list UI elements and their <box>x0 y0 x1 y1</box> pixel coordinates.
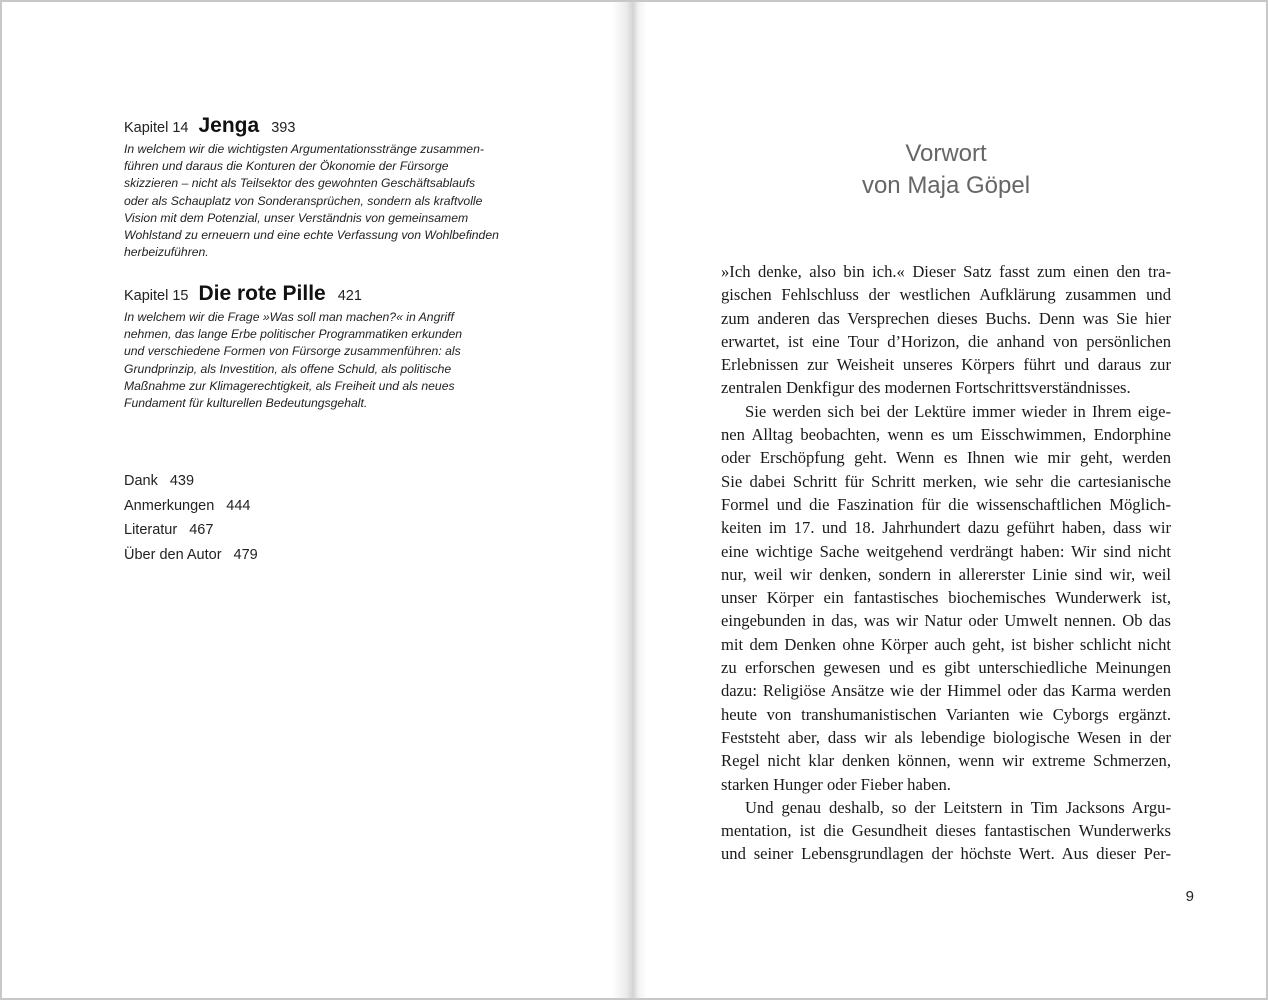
text-line: Formel und die Faszination für die wissenschaftlichen Möglich- <box>721 494 1171 514</box>
chapter-heading <box>124 114 564 138</box>
text-line: mentation, ist die Gesundheit dieses fantastischen Wunderwerks <box>721 821 1171 841</box>
description-line: herbeizuführen. <box>124 245 209 260</box>
text-line: und seiner Lebensgrundlagen der höchste Wert. Aus dieser Per- <box>721 844 1171 864</box>
text-line: dazu: Religiöse Ansätze wie der Himmel oder das Karma werden <box>721 681 1171 701</box>
text-line: Feststeht aber, dass wir als lebendige biologische Wesen in der <box>721 727 1171 747</box>
entry-label: Anmerkungen <box>124 497 215 514</box>
chapter-label: Kapitel 15 <box>124 288 189 304</box>
text-line: Und genau deshalb, so der Leitstern in Tim Jacksons Argu- <box>745 797 1171 817</box>
chapter-page-number: 421 <box>337 288 362 304</box>
description-line: Fundament für kulturellen Bedeutungsgehalt. <box>124 396 368 411</box>
entry-label: Über den Autor <box>124 547 222 564</box>
description-line: Maßnahme zur Klimagerechtigkeit, als Freiheit und als neues <box>124 378 455 393</box>
text-line: oder Erschöpfung geht. Wenn es Ihnen wie mir geht, werden <box>721 448 1171 468</box>
description-line: nehmen, das lange Erbe politischer Programmatiken erkunden <box>124 327 463 342</box>
text-line: Sie dabei Schritt für Schritt merken, wie sehr die cartesianische <box>721 471 1171 491</box>
chapter-heading <box>124 282 564 306</box>
text-line: Regel nicht klar denken können, wenn wir extreme Schmerzen, <box>721 751 1171 771</box>
chapter-description <box>124 309 564 412</box>
title-line: Vorwort <box>905 140 987 167</box>
text-line: gischen Fehlschluss der westlichen Aufklärung zusammen und <box>721 285 1171 305</box>
entry-page-number: 439 <box>169 473 195 489</box>
chapter-label: Kapitel 14 <box>124 120 189 136</box>
text-line: zu erforschen gewesen und es gibt unterschiedliche Meinungen <box>721 658 1171 678</box>
book-gutter-shadow <box>612 2 646 998</box>
text-line: zentralen Denkfigur des modernen Fortschrittsverständnisses. <box>721 378 1131 398</box>
back-matter-list <box>124 469 424 568</box>
left-page <box>2 2 632 998</box>
right-page <box>646 2 1266 998</box>
toc-entry-anmerkungen <box>124 494 424 519</box>
text-line: starken Hunger oder Fieber haben. <box>721 774 951 794</box>
text-line: heute von transhumanistischen Varianten wie Cyborgs ergänzt. <box>721 704 1171 724</box>
chapter-page-number: 393 <box>271 120 296 136</box>
description-line: und verschiedene Formen von Fürsorge zusammenführen: als <box>124 344 461 359</box>
description-line: In welchem wir die Frage »Was soll man machen?« in Angriff <box>124 310 454 324</box>
description-line: In welchem wir die wichtigsten Argumentationsstränge zusammen- <box>124 142 484 156</box>
toc-entry-literatur <box>124 518 424 543</box>
chapter-title: Die rote Pille <box>198 282 326 305</box>
toc-entry-dank <box>124 469 424 494</box>
text-line: zum anderen das Versprechen dieses Buchs. Denn was Sie hier <box>721 308 1171 328</box>
entry-page-number: 467 <box>189 522 214 539</box>
toc-chapter-15 <box>124 282 564 412</box>
foreword-body <box>721 260 1171 866</box>
text-line: mit dem Denken ohne Körper auch geht, ist bisher schlicht nicht <box>721 634 1171 654</box>
chapter-description <box>124 141 564 261</box>
description-line: skizzieren – nicht als Teilsektor des gewohnten Geschäftsablaufs <box>124 176 476 191</box>
description-line: Wohlstand zu erneuern und eine echte Verfassung von Wohlbefinden <box>124 228 499 243</box>
description-line: Vision mit dem Potenzial, unser Verständnis von gemeinsamem <box>124 210 469 225</box>
description-line: Grundprinzip, als Investition, als offene Schuld, als politische <box>124 361 452 376</box>
description-line: oder als Schauplatz von Sonderansprüchen, sondern als kraftvolle <box>124 193 483 208</box>
text-line: eingebunden in das, was wir Natur oder Umwelt nennen. Ob das <box>721 611 1171 631</box>
entry-page-number: 444 <box>226 497 251 514</box>
entry-page-number: 479 <box>233 547 258 564</box>
text-line: unser Körper ein fantastisches biochemisches Wunderwerk ist, <box>721 588 1171 608</box>
entry-label: Literatur <box>124 522 178 539</box>
text-line: Sie werden sich bei der Lektüre immer wieder in Ihrem eige- <box>745 401 1171 421</box>
entry-label: Dank <box>124 473 158 489</box>
text-line: Erlebnissen zur Weisheit unseres Körpers führt und daraus zur <box>721 355 1171 375</box>
page-number: 9 <box>1185 888 1194 905</box>
text-line: erwartet, ist eine Tour d’Horizon, die anhand von persönlichen <box>721 331 1171 351</box>
title-line: von Maja Göpel <box>861 172 1031 199</box>
text-line: eine wichtige Sache weitgehend verdrängt haben: Wir sind nicht <box>721 541 1171 561</box>
foreword-title <box>766 138 1126 202</box>
toc-entry-ueber-den-autor <box>124 543 424 568</box>
toc-chapter-14 <box>124 114 564 261</box>
text-line: nen Alltag beobachten, wenn es um Eisschwimmen, Endorphine <box>721 425 1171 445</box>
text-line: nur, weil wir denken, sondern in allererster Linie sind wir, weil <box>721 564 1171 584</box>
description-line: führen und daraus die Konturen der Ökonomie der Fürsorge <box>124 159 449 174</box>
chapter-title: Jenga <box>198 114 260 137</box>
text-line: »Ich denke, also bin ich.« Dieser Satz fasst zum einen den tra- <box>721 262 1171 281</box>
text-line: keiten im 17. und 18. Jahrhundert dazu geführt haben, dass wir <box>721 518 1171 538</box>
